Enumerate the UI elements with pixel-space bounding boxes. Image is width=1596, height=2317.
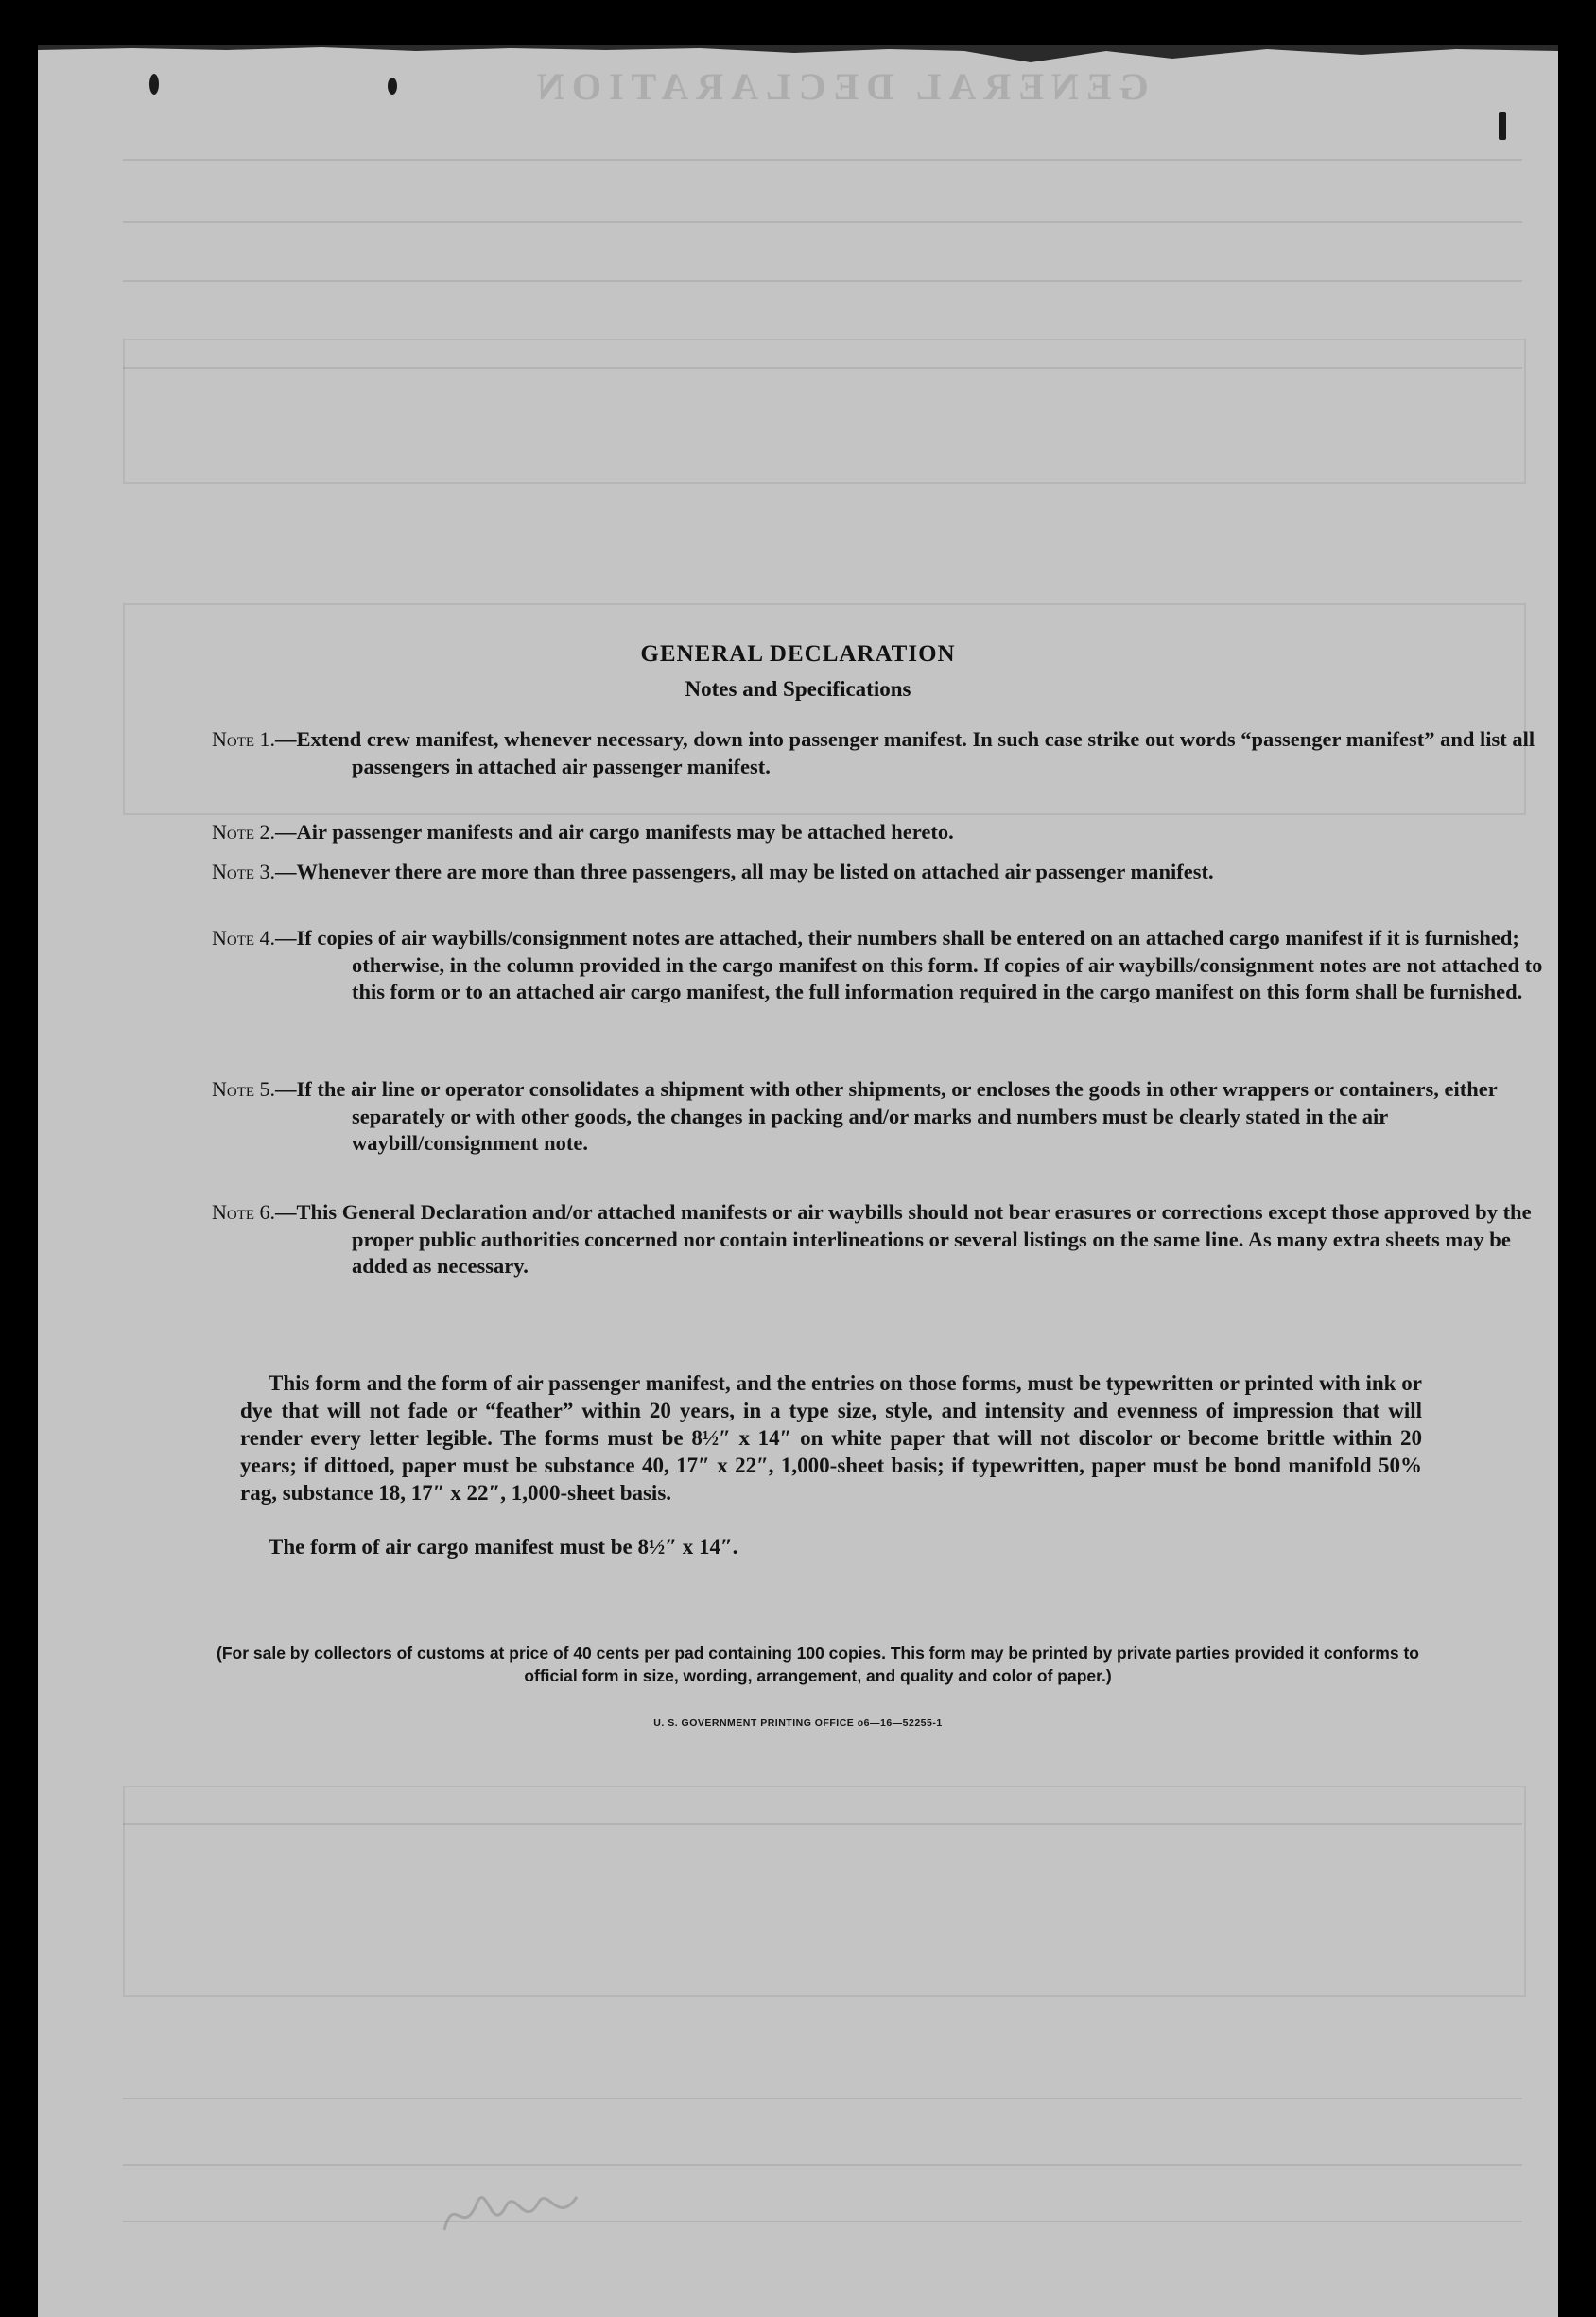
bleed-through-rule	[123, 221, 1522, 223]
faint-signature-mark	[435, 2173, 586, 2249]
bleed-through-rule	[123, 2221, 1522, 2222]
specification-paragraph: This form and the form of air passenger manifest, and the entries on those forms, must be typewritten or printed with ink or dye that will not fade or “feather” within 20 years, in a type size, style, and intensity and evenness of impression that will render every letter legible. The forms must be 8½″ x 14″ on white paper that will not discolor or become brittle within 20 years; if dittoed, paper must be substance 40, 17″ x 22″, 1,000-sheet basis; if typewritten, paper must be bond manifold 50% rag, substance 18, 17″ x 22″, 1,000-sheet basis.	[240, 1371, 1422, 1505]
punch-hole-mark	[388, 78, 397, 95]
note-6	[212, 1199, 1558, 1280]
note-text: —Extend crew manifest, whenever necessary, down into passenger manifest. In such case strike out words “passenger manifest” and list all passengers in attached air passenger manifest.	[275, 727, 1535, 778]
document-page	[38, 45, 1558, 2317]
note-label: Note 3.	[212, 860, 276, 883]
cargo-size-line: The form of air cargo manifest must be 8½″ x 14″.	[269, 1535, 738, 1559]
bleed-through-rule	[123, 367, 1522, 369]
bleed-through-rule	[123, 1823, 1522, 1825]
note-label: Note 4.	[212, 926, 276, 949]
note-text: —This General Declaration and/or attached manifests or air waybills should not bear erasures or corrections except those approved by the proper public authorities concerned nor contain interlineations or several listings on the same line. As many extra sheets may be added as necessary.	[275, 1200, 1532, 1278]
note-text: —If copies of air waybills/consignment notes are attached, their numbers shall be entered on an attached cargo manifest if it is furnished; otherwise, in the column provided in the cargo manifest on this form. If copies of air waybills/consignment notes are not attached to this form or to an attached air cargo manifest, the full information required in the cargo manifest on this form shall be furnished.	[275, 926, 1543, 1003]
note-label: Note 6.	[212, 1200, 276, 1224]
note-1	[212, 726, 1558, 780]
note-text: —Whenever there are more than three passengers, all may be listed on attached air passenger manifest.	[275, 860, 1214, 883]
printer-imprint: U. S. GOVERNMENT PRINTING OFFICE o6—16—52255-1	[653, 1717, 943, 1729]
torn-edge	[38, 45, 1558, 70]
bleed-through-heading: GENERAL DECLARATION	[529, 65, 1149, 108]
punch-hole-mark	[149, 74, 159, 95]
note-2	[212, 819, 1558, 846]
note-5	[212, 1076, 1558, 1158]
note-label: Note 2.	[212, 820, 276, 844]
bleed-through-rule	[123, 2164, 1522, 2166]
note-text: —If the air line or operator consolidates a shipment with other shipments, or encloses the goods in other wrappers or containers, either separately or with other goods, the changes in packing and/or marks and numbers must be clearly stated in the air waybill/consignment note.	[275, 1077, 1498, 1155]
note-text: —Air passenger manifests and air cargo manifests may be attached hereto.	[275, 820, 954, 844]
note-4	[212, 925, 1558, 1006]
page-subtitle: Notes and Specifications	[685, 677, 911, 701]
bleed-through-cargo-box	[123, 1786, 1526, 1997]
sale-notice: (For sale by collectors of customs at price of 40 cents per pad containing 100 copies. This form may be printed by private parties provided it conforms to official form in size, wording, arrangement, and quality and color of paper.)	[217, 1644, 1419, 1685]
note-label: Note 1.	[212, 727, 276, 751]
bleed-through-rule	[123, 2098, 1522, 2099]
page-title: GENERAL DECLARATION	[640, 641, 956, 667]
bleed-through-itinerary-box	[123, 339, 1526, 484]
bleed-through-box	[123, 603, 1526, 815]
note-3	[212, 859, 1558, 886]
bleed-through-rule	[123, 280, 1522, 282]
bleed-through-rule	[123, 159, 1522, 161]
note-label: Note 5.	[212, 1077, 276, 1101]
edge-mark	[1499, 112, 1506, 140]
